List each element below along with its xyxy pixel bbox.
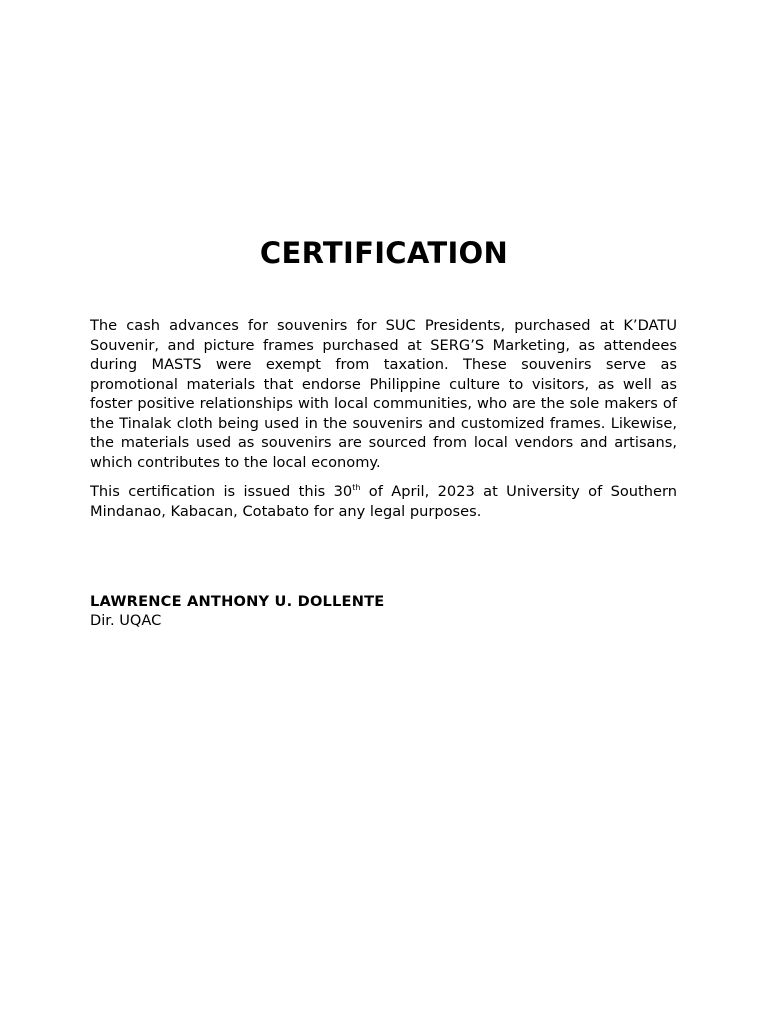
signatory-position: Dir. UQAC (90, 612, 162, 629)
document-body (90, 316, 677, 531)
issuance-text-end: of April, 2023 at University of Southern Mindanao, Kabacan, Cotabato for any legal purposes. (90, 483, 677, 520)
issuance-day-suffix: th (352, 483, 361, 493)
document-title: CERTIFICATION (259, 236, 509, 270)
signatory-block (90, 592, 384, 630)
paragraph-exemption: The cash advances for souvenirs for SUC Presidents, purchased at K’DATU Souvenir, and picture frames purchased at SERG’S Marketing, as attendees during MASTS were exempt from taxation. These souvenirs serve as promotional materials that endorse Philippine culture to visitors, as well as foster positive relationships with local communities, who are the sole makers of the Tinalak cloth being used in the souvenirs and customized frames. Likewise, the materials used as souvenirs are sourced from local vendors and artisans, which contributes to the local economy. (90, 317, 677, 471)
issuance-text-start: This certification is issued this (90, 483, 334, 500)
paragraph-issuance (90, 482, 677, 521)
signatory-name: LAWRENCE ANTHONY U. DOLLENTE (90, 593, 385, 610)
issuance-day: 30 (333, 483, 353, 500)
